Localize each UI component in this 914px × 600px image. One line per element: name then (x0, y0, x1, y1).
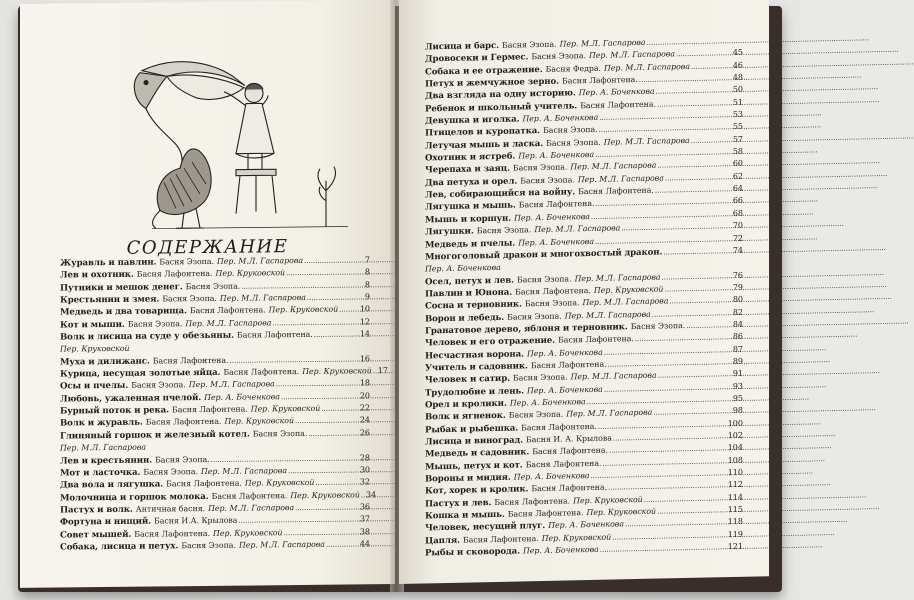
toc-entry-title: Человек, несущий плуг. (425, 521, 546, 534)
toc-entry-translator: Пер. М.Л. Гаспарова (603, 135, 690, 147)
toc-entry-title: Волк и ягненок. (425, 411, 506, 423)
toc-entry-author: Басня Лафонтена. (211, 490, 288, 501)
toc-entry-page: 62 (732, 171, 743, 181)
toc-entry-author: Басня Эзопа. (516, 273, 572, 285)
toc-entry-title: Путники и мешок денег. (60, 281, 183, 294)
toc-entry-page: 60 (732, 159, 743, 169)
toc-entry-title: Несчастная ворона. (425, 348, 524, 362)
toc-entry-page: 72 (732, 233, 743, 243)
toc-entry-title: Крестьянин и змея. (60, 294, 160, 306)
toc-entry-author: Басня Эзопа. (155, 454, 210, 465)
toc-leader-dots (304, 254, 364, 267)
toc-entry-page: 10 (359, 304, 370, 314)
toc-entry-author: Басня Лафонтена. (237, 329, 313, 340)
toc-entry-page: 37 (359, 514, 370, 524)
toc-right-list (425, 35, 743, 560)
toc-entry-title: Любовь, ужаленная пчелой. (60, 392, 202, 405)
toc-entry-page: 36 (359, 502, 370, 512)
toc-entry-page: 55 (732, 122, 743, 132)
toc-entry-page: 12 (359, 316, 370, 327)
toc-leader-dots (295, 501, 359, 514)
toc-entry-author: Басня Лафонтена. (558, 334, 634, 345)
toc-entry-title: Пастух и волк. (60, 504, 133, 516)
toc-entry-author: Басня Эзопа. (508, 409, 564, 421)
toc-entry-author: Басня Эзопа. (476, 225, 532, 236)
toc-entry-title: Рыбы и сковорода. (425, 546, 520, 559)
toc-entry-title: Лисица и барс. (425, 40, 499, 53)
toc-entry-author: Басня Эзопа. (512, 162, 568, 174)
toc-leader-dots (308, 427, 359, 440)
toc-entry-page: 76 (732, 270, 743, 280)
toc-entry-title: Рыбак и рыбешка. (425, 423, 519, 436)
stool (236, 169, 276, 213)
toc-entry-author: Басня Эзопа. (252, 428, 308, 439)
toc-entry-page: 104 (727, 443, 743, 453)
toc-entry-page: 74 (732, 245, 743, 255)
toc-entry-title: Молочница и горшок молока. (60, 491, 209, 504)
toc-leader-dots (272, 316, 358, 329)
toc-leader-dots (295, 415, 359, 428)
toc-entry-title: Два взгляда на одну историю. (425, 88, 576, 102)
toc-entry-translator: Пер. А. Боченкова (522, 544, 599, 556)
toc-entry-page: 79 (732, 282, 743, 292)
toc-entry-title: Лев и крестьянин. (60, 455, 153, 467)
toc-entry-page: 20 (359, 391, 370, 401)
toc-entry-title: Осы и пчелы. (60, 381, 129, 392)
toc-entry-author: Басня Лафонтена. (525, 458, 602, 470)
toc-entry-page: 38 (359, 526, 370, 536)
toc-entry-page: 58 (732, 146, 743, 157)
toc-entry-translator: Пер. А. Боченкова (518, 236, 594, 248)
toc-entry-translator: Пер. А. Боченкова (514, 211, 590, 223)
toc-entry-author: Басня Лафонтена. (507, 508, 584, 519)
toc-leader-dots (315, 477, 358, 490)
toc-entry-title: Совет мышей. (60, 529, 132, 541)
toc-entry-translator: Пер. М.Л. Гаспарова (534, 223, 621, 235)
toc-entry-page: 87 (732, 344, 743, 354)
toc-entry-translator: Пер. М.Л. Гаспарова (570, 370, 657, 382)
toc-entry-title: Бурный поток и река. (60, 405, 170, 417)
toc-entry-translator: Пер. Круковской (290, 489, 360, 500)
toc-entry-translator: Пер. Круковской (60, 344, 130, 354)
child-dress (236, 103, 274, 153)
toc-entry-translator: Пер. М.Л. Гаспарова (219, 292, 306, 303)
toc-entry-author: Басня Лафонтена. (562, 75, 638, 86)
toc-entry-page: 86 (732, 332, 743, 342)
toc-entry-title: Пастух и лев. (425, 497, 492, 510)
toc-entry-title: Кот, хорек и кролик. (425, 484, 529, 497)
toc-entry-translator: Пер. А. Боченкова (518, 150, 595, 161)
toc-entry-page: 16 (359, 354, 370, 364)
toc-entry-author: Басня Эзопа. (507, 311, 562, 322)
toc-entry-page: 119 (727, 529, 743, 539)
toc-entry-author: Басня Лафонтена. (223, 367, 300, 377)
toc-entry-author: Басня Эзопа. (143, 466, 198, 477)
toc-entry-title: Два вола и лягушка. (60, 479, 164, 491)
toc-entry-title: Черепаха и заяц. (425, 164, 510, 176)
toc-entry-page: 48 (732, 72, 743, 83)
toc-entry-author: Басня Лафонтена. (166, 478, 242, 489)
toc-entry-author: Басня Лафонтена. (136, 269, 213, 280)
toc-entry-title: Учитель и садовник. (425, 361, 528, 374)
toc-entry-title: Вороны и мидия. (425, 472, 511, 485)
toc-entry-title: Медведь и два товарища. (60, 306, 187, 318)
toc-entry-author: Басня Лафонтена. (532, 445, 609, 457)
toc-entry-translator: Пер. Круковской (586, 506, 657, 518)
toc-entry-title: Ворон и лебедь. (425, 312, 505, 325)
toc-entry-title: Сосна и терновник. (425, 299, 522, 312)
toc-entry-author: Басня Лафонтена. (515, 285, 591, 297)
toc-entry-translator: Пер. М.Л. Гаспарова (574, 272, 661, 283)
toc-leader-dots (373, 365, 377, 377)
toc-entry-page: 114 (727, 492, 743, 502)
toc-entry-page: 66 (732, 196, 743, 206)
toc-entry-page: 7 (364, 255, 370, 265)
toc-entry-page: 57 (732, 134, 743, 144)
toc-leader-dots (691, 134, 732, 147)
toc-entry-title: Волк и лисица на суде у обезьяны. (60, 330, 235, 343)
toc-entry-title: Мышь и коршун. (425, 213, 512, 226)
toc-left-list (60, 254, 388, 553)
toc-entry-translator: Пер. Круковской (268, 304, 339, 315)
toc-entry-title: Волк и журавль. (60, 418, 143, 429)
toc-entry-title: Человек и его отражение. (425, 335, 556, 349)
toc-entry-translator: Пер. М.Л. Гаспарова (217, 255, 304, 266)
toc-entry-page: 9 (364, 292, 370, 302)
toc-entry-translator: Пер. А. Боченкова (527, 384, 603, 395)
toc-entry-title: Глиняный горшок и железный котел. (60, 429, 250, 442)
toc-entry-author: Басня И. А. Крылова (526, 433, 612, 445)
toc-entry-page: 112 (727, 480, 743, 490)
toc-entry-page: 45 (732, 48, 743, 58)
toc-entry-translator: Пер. Круковской (244, 478, 315, 488)
toc-entry-translator: Пер. М.Л. Гаспарова (582, 296, 669, 308)
pelican-child-illustration (112, 40, 352, 233)
toc-leader-dots (663, 245, 731, 259)
toc-entry-title: Собака и ее отражение. (425, 64, 543, 78)
toc-entry-title: Гранатовое дерево, яблоня и терновник. (425, 322, 628, 337)
toc-entry-page: 70 (732, 220, 743, 231)
toc-entry-author: Басня Эзопа. (546, 137, 601, 148)
toc-entry-page: 108 (727, 455, 743, 465)
toc-entry-title: Курица, несущая золотые яйца. (60, 367, 221, 380)
toc-entry-page: 8 (364, 267, 370, 277)
toc-entry-page: 80 (732, 295, 743, 305)
toc-entry-title: Лягушка и мышь. (425, 201, 516, 213)
toc-leader-dots (600, 541, 727, 556)
toc-entry-page: 24 (359, 415, 370, 425)
toc-entry-page: 46 (732, 60, 743, 70)
toc-title: СОДЕРЖАНИЕ (126, 236, 289, 259)
toc-entry-title: Мот и ласточка. (60, 467, 141, 479)
small-tree (318, 167, 336, 227)
toc-entry-translator: Пер. М.Л. Гаспарова (185, 318, 272, 328)
toc-entry-translator: Пер. Круковской (302, 366, 372, 377)
toc-entry-translator: Пер. М.Л. Гаспарова (559, 37, 646, 49)
toc-entry-page: 110 (727, 467, 743, 478)
toc-entry-author: Басня Эзопа. (630, 320, 686, 332)
toc-entry-author: Басня Федра. (545, 63, 601, 74)
toc-entry-page: 30 (359, 465, 370, 475)
toc-entry-author: Басня Лафонтена. (521, 421, 597, 433)
toc-entry-author: Басня Эзопа. (159, 256, 214, 267)
toc-entry-author: Басня Лафонтена. (578, 185, 654, 197)
toc-leader-dots (691, 60, 732, 73)
toc-entry-page: 100 (727, 418, 743, 428)
toc-entry-title: Лев и охотник. (60, 270, 134, 281)
toc-entry-translator: Пер. М.Л. Гаспарова (603, 61, 690, 73)
toc-entry-translator: Пер. А. Боченкова (522, 112, 599, 124)
toc-entry-author: Басня Лафонтена. (152, 355, 229, 366)
toc-entry-title: Летучая мышь и ласка. (425, 138, 544, 152)
toc-entry-page: 26 (359, 428, 370, 438)
toc-entry-title: Медведь и садовник. (425, 447, 530, 460)
toc-entry-page: 84 (732, 319, 743, 329)
toc-entry-title: Птицелов и куропатка. (425, 126, 541, 139)
toc-leader-dots (361, 489, 365, 501)
toc-entry-page: 22 (359, 403, 370, 413)
toc-entry-author: Басня Лафонтена. (145, 417, 222, 428)
toc-leader-dots (314, 328, 359, 341)
toc-entry-title: Человек и сатир. (425, 373, 511, 386)
toc-entry-translator: Пер. М.Л. Гаспарова (566, 408, 653, 419)
toc-entry-title: Дровосеки и Гермес. (425, 52, 529, 65)
toc-entry-page: 82 (732, 307, 743, 317)
toc-entry-translator: Пер. Круковской (541, 532, 612, 543)
toc-entry-translator: Пер. Круковской (593, 284, 664, 295)
toc-leader-dots (284, 526, 359, 539)
toc-entry-page: 89 (732, 356, 743, 366)
toc-entry-author: Басня Эзопа. (181, 540, 236, 551)
toc-entry-translator: Пер. Круковской (250, 403, 321, 414)
toc-entry-title: Журавль и павлин. (60, 257, 157, 269)
toc-entry-page: 118 (727, 517, 743, 527)
pelican-body (157, 149, 211, 215)
toc-entry-author: Басня Эзопа. (502, 39, 557, 50)
toc-entry-title: Два петуха и орел. (425, 176, 518, 189)
toc-leader-dots (276, 378, 359, 391)
toc-entry (60, 538, 370, 554)
toc-entry-page: 95 (732, 393, 743, 403)
toc-entry-author: Басня Эзопа. (524, 298, 580, 309)
pelican-head (134, 72, 167, 108)
toc-entry-translator: Пер. А. Боченкова (204, 391, 280, 402)
toc-entry-title: Кот и мыши. (60, 319, 125, 331)
toc-entry-title: Лев, собирающийся на войну. (425, 187, 576, 201)
toc-entry-translator: Пер. А. Боченкова (509, 397, 586, 408)
toc-entry-author: Басня Лафонтена. (172, 404, 248, 415)
toc-entry-title: Муха и дилижанс. (60, 356, 150, 368)
toc-entry-author: Басня Лафонтена. (494, 496, 571, 507)
toc-entry-translator: Пер. М.Л. Гаспарова (60, 442, 147, 453)
ground-line (152, 226, 348, 228)
toc-entry-title: Ребенок и школьный учитель. (425, 100, 578, 115)
toc-leader-dots (288, 464, 359, 477)
toc-entry-translator: Пер. Круковской (224, 416, 295, 427)
toc-entry-translator: Пер. Круковской (213, 527, 283, 538)
toc-entry-translator: Пер. А. Боченкова (526, 347, 603, 358)
toc-entry-author: Басня Лафонтена. (518, 199, 595, 210)
toc-entry-translator: Пер. М.Л. Гаспарова (188, 379, 275, 390)
toc-entry-translator: Пер. А. Боченкова (578, 87, 655, 98)
pelican-eye (144, 81, 148, 85)
toc-entry-page: 32 (359, 477, 370, 487)
toc-entry-translator: Пер. М.Л. Гаспарова (570, 161, 657, 172)
toc-entry-page: 91 (732, 369, 743, 379)
toc-entry-author: Басня Эзопа. (520, 175, 575, 186)
toc-leader-dots (326, 538, 359, 551)
toc-entry-translator: Пер. А. Боченкова (425, 263, 501, 274)
toc-entry-title: Фортуна и нищий. (60, 516, 152, 528)
toc-entry-translator: Пер. М.Л. Гаспарова (238, 539, 325, 550)
toc-entry-title: Лисица и виноград. (425, 435, 523, 448)
toc-entry-author: Басня И.А. Крылова (154, 515, 238, 526)
toc-entry-author: Басня Эзопа. (131, 380, 186, 391)
toc-entry-translator: Пер. М.Л. Гаспарова (208, 502, 295, 513)
toc-entry-translator: Пер. А. Боченкова (548, 519, 624, 531)
toc-entry-title: Охотник и ястреб. (425, 151, 516, 164)
toc-entry-author: Басня Эзопа. (531, 51, 586, 62)
toc-entry-author: Басня Эзопа. (162, 293, 217, 304)
toc-entry-page: 28 (359, 452, 370, 462)
child-legs (248, 153, 262, 169)
toc-entry-translator: Пер. А. Боченкова (513, 471, 590, 482)
toc-entry-title: Орел и кролики. (425, 398, 507, 411)
toc-entry-title: Собака, лисица и петух. (60, 541, 179, 553)
toc-entry-author: Басня Эзопа. (127, 318, 183, 329)
toc-entry-title: Трудолюбие и лень. (425, 386, 525, 399)
toc-entry-author: Басня Эзопа. (185, 281, 241, 291)
toc-leader-dots (686, 319, 732, 332)
toc-entry-author: Басня Лафонтена. (462, 533, 539, 545)
toc-entry-page: 50 (732, 85, 743, 95)
toc-entry-title: Осел, петух и лев. (425, 275, 514, 287)
toc-entry-title: Цапля. (425, 535, 460, 547)
toc-entry-author: Басня Эзопа. (513, 372, 568, 383)
toc-entry-title: Лягушки. (425, 226, 474, 238)
toc-entry-page: 68 (732, 208, 743, 218)
toc-entry-page: 98 (732, 406, 743, 416)
toc-entry-author: Басня Лафонтена. (580, 99, 656, 110)
toc-entry-title: Петух и жемчужное зерно. (425, 76, 560, 90)
toc-entry-title: Медведь и пчелы. (425, 238, 516, 250)
toc-entry-page: 53 (732, 109, 743, 120)
toc-entry-author: Античная басня. (135, 503, 206, 514)
toc-leader-dots (307, 291, 364, 304)
toc-entry-translator: Пер. Круковской (215, 268, 286, 279)
toc-entry-page: 34 (365, 489, 377, 499)
pelican-neck (146, 108, 182, 168)
toc-entry-page: 64 (732, 183, 743, 194)
toc-entry-translator: Пер. М.Л. Гаспарова (200, 465, 287, 476)
toc-entry-page: 17 (377, 366, 388, 376)
toc-leader-dots (339, 304, 359, 317)
toc-entry-page: 44 (359, 539, 370, 549)
toc-entry-translator: Пер. М.Л. Гаспарова (577, 173, 664, 185)
child-hair (245, 83, 263, 89)
left-page (20, 0, 395, 588)
pelican-tail (153, 210, 160, 228)
toc-entry-translator: Пер. М.Л. Гаспарова (564, 309, 651, 321)
toc-leader-dots (286, 267, 364, 280)
toc-entry-title: Девушка и иголка. (425, 114, 520, 127)
toc-entry-title: Многоголовый дракон и многохвостый дракон. (425, 247, 663, 263)
toc-entry-translator: Пер. Круковской (573, 494, 643, 506)
right-page (399, 0, 769, 584)
toc-entry-page: 121 (727, 541, 743, 552)
toc-entry-page: 51 (732, 97, 743, 107)
toc-entry-page: 93 (732, 381, 743, 391)
toc-entry-author: Басня Лафонтена. (531, 483, 608, 494)
toc-entry-page: 115 (727, 504, 743, 515)
toc-entry-page: 8 (364, 279, 370, 290)
toc-entry-page: 102 (727, 430, 743, 441)
toc-leader-dots (281, 390, 359, 403)
toc-leader-dots (676, 47, 732, 61)
toc-entry-page: 18 (359, 378, 370, 388)
toc-entry-author: Басня Лафонтена. (530, 359, 607, 371)
toc-entry-page: 14 (359, 329, 370, 339)
toc-entry-author: Басня Лафонтена. (134, 528, 211, 539)
toc-entry-title: Кошка и мышь. (425, 509, 505, 522)
toc-leader-dots (321, 403, 359, 416)
toc-entry-title: Павлин и Юнона. (425, 287, 513, 300)
toc-entry-author: Басня Лафонтена. (189, 305, 266, 316)
toc-entry-title: Мышь, петух и кот. (425, 460, 523, 473)
toc-entry-author: Басня Эзопа. (543, 125, 598, 136)
toc-entry-translator: Пер. М.Л. Гаспарова (588, 49, 675, 61)
